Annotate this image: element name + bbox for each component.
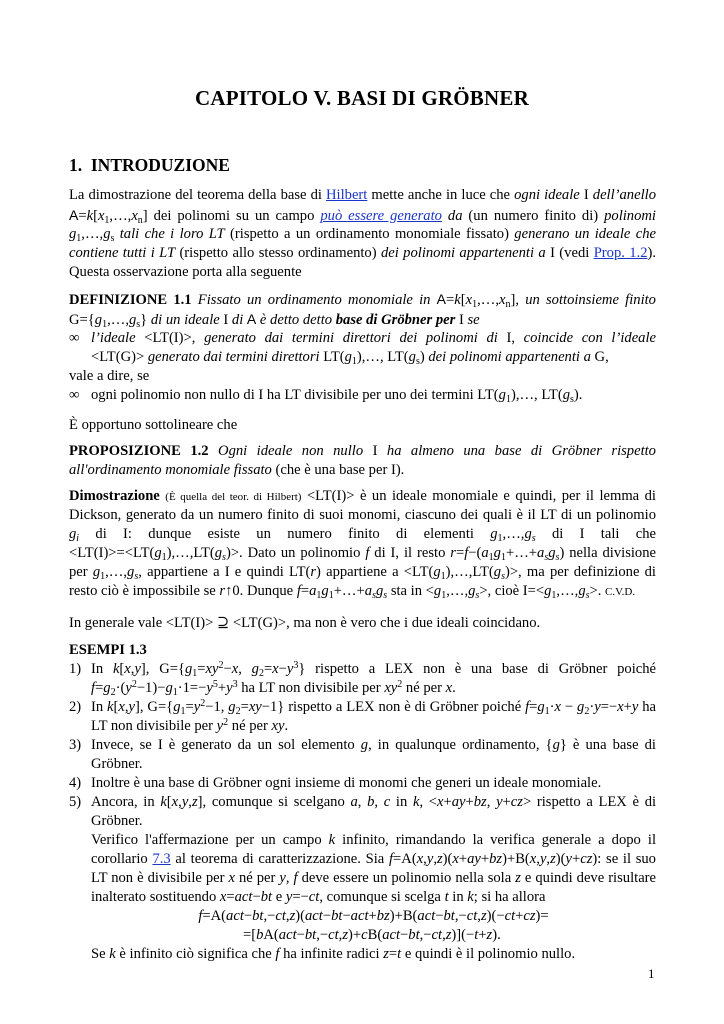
ex-3-line-1: Invece, se I è generato da un sol elemento g, in qualunque ordinamento, {g} è una base di — [91, 737, 656, 753]
ex-2-line-2: LT non divisibile per $y^2$ né per xy. — [91, 717, 289, 734]
ex-3-line-2: Gröbner. — [91, 756, 143, 772]
dim-line-1: Dimostrazione (È quella del teor. di Hilbert) <LT(I)> è un ideale monomiale e quindi, per il lemma di — [69, 488, 656, 504]
chapter-title: CAPITOLO V. BASI DI GRÖBNER — [195, 86, 529, 110]
section-number: 1. — [69, 155, 83, 175]
dim-label: Dimostrazione — [69, 488, 160, 504]
ex-4-number: 4) — [69, 775, 82, 791]
cor73-link[interactable]: 7.3 — [152, 851, 171, 867]
ex-5-line-2: Gröbner. — [91, 813, 143, 829]
ex-2-line-1: In k[x,y], $G=\{g_1=y^2-1$, $g_2=xy-1$} rispetto a LEX non è di Gröbner poiché $f=g_1\cdot x - g_2\cdot y=-x+y$ ha — [91, 698, 657, 717]
section-heading — [69, 155, 230, 176]
dim-line-6: resto ciò è impossibile se r↑0. Dunque $f=a_1g_1+\dots+a_sg_s$ sta in $<g_1,\dots,g_s>$, cioè $I=<g_1,\dots,g_s>$. C.V.D. — [69, 583, 636, 601]
esempi-heading: ESEMPI 1.3 — [69, 642, 147, 658]
hilbert-link[interactable]: Hilbert — [326, 187, 368, 203]
sottolineare-line: È opportuno sottolineare che — [69, 417, 238, 433]
def-bullet-1-line-2: <LT(G)> generato dai termini direttori $LT(g_1),\dots$, $LT(g_s)$ dei polinomi appartenenti a G, — [91, 349, 609, 367]
intro-line-1: La dimostrazione del teorema della base di Hilbert mette anche in luce che ogni ideale I dell’anello — [69, 187, 656, 203]
ex-5-line-4: corollario 7.3 al teorema di caratterizzazione. Sia f=A(x,y,z)(x+ay+bz)+B(x,y,z)(y+cz): se il suo — [91, 851, 656, 867]
ex-5-line-1: Ancora, in k[x,y,z], comunque si scelgano a, b, c in k, <x+ay+bz, y+cz> rispetto a LEX è di — [91, 794, 657, 810]
def-line-vale: vale a dire, se — [69, 368, 150, 384]
prop-line-1: PROPOSIZIONE 1.2 Ogni ideale non nullo I ha almeno una base di Gröbner rispetto — [69, 443, 656, 459]
prop-label: PROPOSIZIONE 1.2 — [69, 443, 209, 459]
ex-1-line-1: In k[x,y], $G=\{g_1=xy^2-x$, $g_2=x-y^3$} rispetto a LEX non è una base di Gröbner poiché — [91, 660, 657, 679]
def-label: DEFINIZIONE 1.1 — [69, 292, 192, 308]
ex-5-line-5: LT non è divisibile per x né per y, f deve essere un polinomio nella sola z e quindi deve risultare — [91, 870, 657, 886]
page-number: 1 — [648, 966, 655, 981]
bullet-icon: ∞ — [69, 387, 80, 403]
intro-line-3: $g_1,\dots,g_s$ tali che i loro LT (rispetto a un ordinamento monomiale fissato) generano un ideale che — [69, 226, 656, 244]
ex-3-number: 3) — [69, 737, 82, 753]
intro-line-4: contiene tutti i LT (rispetto allo stesso ordinamento) dei polinomi appartenenti a I (vedi Prop. 1.2). — [69, 245, 657, 261]
dim-line-4: $<LT(I)>=<LT(g_1),\dots,LT(g_s)>$. Dato un polinomio f di I, il resto $r=f-(a_1g_1+\dots+a_sg_s)$ nella divisione — [69, 545, 656, 563]
intro-line-5: Questa osservazione porta alla seguente — [69, 264, 302, 280]
generale-line: In generale vale <LT(I)> ⊇ <LT(G)>, ma non è vero che i due ideali coincidano. — [69, 615, 541, 631]
ex-5-formula-2: =[bA(act−bt,−ct,z)+cB(act−bt,−ct,z)](−t+z). — [243, 927, 501, 943]
def-bullet-2: ogni polinomio non nullo di I ha LT divisibile per uno dei termini $LT(g_1),\dots$, $LT(g_s)$. — [91, 387, 583, 405]
dim-note: (È quella del teor. di Hilbert) — [165, 491, 302, 503]
def-line-1: DEFINIZIONE 1.1 Fissato un ordinamento monomiale in $A=k[x_1,\dots,x_n]$, un sottoinsieme finito — [69, 291, 656, 310]
prop12-link[interactable]: Prop. 1.2 — [593, 245, 648, 261]
dim-line-2: Dickson, generato da un numero finito di suoi monomi, ciascuno dei quali è il LT di un polinomio — [69, 507, 656, 523]
ex-5-number: 5) — [69, 794, 82, 810]
ex-5-line-3: Verifico l'affermazione per un campo k infinito, rimandando la verifica generale a dopo il — [91, 832, 656, 848]
def-bullet-1-line-1: l’ideale <LT(I)>, generato dai termini direttori dei polinomi di I, coincide con l’ideale — [91, 330, 656, 346]
def-line-2: $G=\{g_1,\dots,g_s\}$ di un ideale I di A è detto detto base di Gröbner per I se — [69, 311, 480, 330]
ex-4-line-1: Inoltre è una base di Gröbner ogni insieme di monomi che generi un ideale monomiale. — [91, 775, 602, 791]
ex-5-line-6: inalterato sostituendo x=act−bt e y=−ct, comunque si scelga t in k; si ha allora — [91, 889, 546, 905]
ex-2-number: 2) — [69, 699, 82, 715]
bullet-icon: ∞ — [69, 330, 80, 346]
section-label: INTRODUZIONE — [90, 155, 230, 175]
ex-1-line-2: $f=g_2\cdot(y^2-1)-g_1\cdot 1=-y^5+y^3$ ha LT non divisibile per $xy^2$ né per x. — [91, 679, 456, 698]
dim-line-5: per $g_1,\dots,g_s$, appartiene a I e quindi LT(r) appartiene $a <LT(g_1),\dots,LT(g_s)>$, ma per definizione di — [69, 564, 656, 582]
ex-1-number: 1) — [69, 661, 82, 677]
cvd-label: C.V.D. — [605, 586, 636, 598]
prop-line-2: all'ordinamento monomiale fissato (che è una base per I). — [69, 462, 405, 478]
intro-line-2: $A=k[x_1,\dots,x_n]$ dei polinomi su un campo può essere generato da (un numero finito di) polinomi — [69, 207, 656, 226]
ex-5-formula-1: f=A(act−bt,−ct,z)(act−bt−act+bz)+B(act−bt,−ct,z)(−ct+cz)= — [198, 908, 549, 924]
generato-link[interactable]: può essere generato — [320, 208, 442, 224]
ex-5-line-7: Se k è infinito ciò significa che f ha infinite radici z=t e quindi è il polinomio nullo. — [91, 946, 576, 962]
dim-line-3: $g_i$ di I: dunque esiste un numero finito di elementi $g_1,\dots,g_s$ di I tali che — [69, 526, 656, 544]
